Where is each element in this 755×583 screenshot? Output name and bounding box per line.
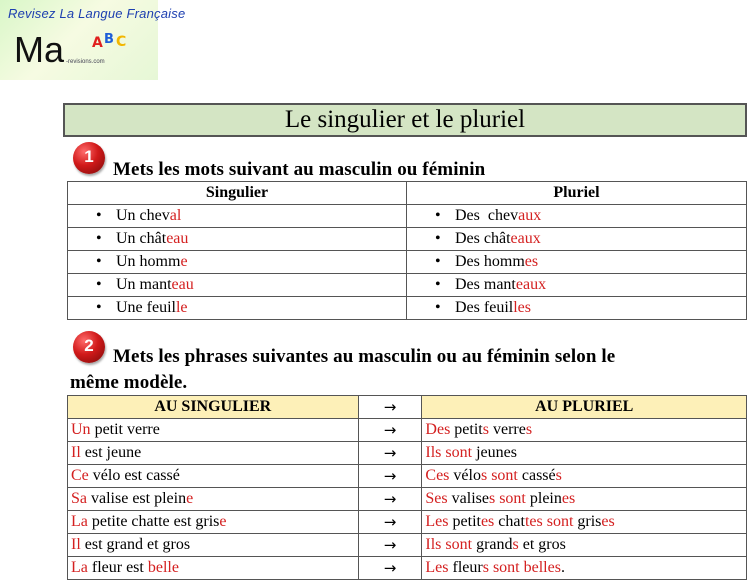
plural-stem: Des feuil <box>455 299 514 316</box>
plural-cell <box>407 205 747 228</box>
highlighted-change: es <box>561 490 576 507</box>
svg-text:B: B <box>104 32 114 47</box>
table-row <box>68 442 747 465</box>
table-row <box>68 297 747 320</box>
singular-ending: al <box>169 207 182 224</box>
arrow-icon: → <box>358 419 422 442</box>
plural-stem: Des homm <box>455 253 525 270</box>
logo-tagline: Revisez La Langue Française <box>8 6 186 21</box>
arrow-icon: → <box>358 465 422 488</box>
bullet-icon: • <box>435 253 441 270</box>
site-logo <box>0 0 186 80</box>
highlighted-change: s <box>488 490 496 507</box>
section1-instruction: Mets les mots suivant au masculin ou féminin <box>113 159 486 180</box>
singular-stem: Un homm <box>116 253 181 270</box>
plural-sentence <box>422 557 747 580</box>
section2-instruction-line2: même modèle. <box>70 372 188 393</box>
table-row <box>68 205 747 228</box>
highlighted-change: sont <box>492 559 520 576</box>
highlighted-change: Un <box>71 421 91 438</box>
singular-cell <box>68 228 407 251</box>
highlighted-change: belles <box>523 559 561 576</box>
svg-text:A: A <box>92 35 103 51</box>
highlighted-change: Ils sont <box>425 444 473 461</box>
logo-word: Ma <box>14 29 65 70</box>
table-row <box>68 534 747 557</box>
highlighted-change: Ces <box>425 467 450 484</box>
plural-cell <box>407 251 747 274</box>
singular-ending: e <box>180 253 188 270</box>
table-row <box>68 511 747 534</box>
arrow-icon: → <box>358 557 422 580</box>
bullet-icon: • <box>96 230 102 247</box>
sentence-text: cassé <box>517 467 556 484</box>
plural-ending: eaux <box>515 276 547 293</box>
sentence-text: valise <box>447 490 489 507</box>
sentence-text: verre <box>488 421 526 438</box>
highlighted-change: Les <box>425 559 449 576</box>
sentence-text: est jeune <box>80 444 142 461</box>
singular-stem: Un chev <box>116 207 170 224</box>
sentence-text: fleur est <box>87 559 148 576</box>
page-title: Le singulier et le pluriel <box>63 103 747 137</box>
plural-ending: aux <box>518 207 542 224</box>
bullet-icon: • <box>96 253 102 270</box>
bullet-icon: • <box>96 207 102 224</box>
plural-sentence <box>422 465 747 488</box>
singular-sentence <box>68 534 359 557</box>
singular-sentence <box>68 419 359 442</box>
bullet-icon: • <box>435 276 441 293</box>
bullet-icon: • <box>435 207 441 224</box>
sentence-text: petit <box>450 421 483 438</box>
abc-letters-icon <box>92 30 132 52</box>
highlighted-change: sont <box>491 467 518 484</box>
header-arrow: → <box>358 396 422 419</box>
highlighted-change: La <box>71 559 88 576</box>
singular-cell <box>68 274 407 297</box>
section-number-badge: 2 <box>73 331 105 363</box>
highlighted-change: es <box>601 513 615 530</box>
bullet-icon: • <box>435 230 441 247</box>
singular-ending: eau <box>166 230 189 247</box>
header-singulier: Singulier <box>68 182 407 205</box>
sentence-text: fleur <box>448 559 483 576</box>
sentence-text: petite chatte est gris <box>87 513 220 530</box>
sentence-text: . <box>560 559 565 576</box>
logo-site: -revisions.com <box>66 59 105 65</box>
highlighted-change: e <box>186 490 194 507</box>
arrow-icon: → <box>358 511 422 534</box>
singular-plural-table <box>67 181 747 320</box>
highlighted-change: tes <box>524 513 543 530</box>
sentence-text: plein <box>525 490 562 507</box>
singular-stem: Une feuil <box>116 299 176 316</box>
header-au-pluriel: AU PLURIEL <box>422 396 747 419</box>
header-pluriel: Pluriel <box>407 182 747 205</box>
highlighted-change: Sa <box>71 490 87 507</box>
highlighted-change: s <box>482 559 489 576</box>
plural-sentence <box>422 419 747 442</box>
highlighted-change: Ses <box>425 490 448 507</box>
sentence-text: gris <box>573 513 602 530</box>
plural-ending: les <box>513 299 531 316</box>
table-row <box>68 228 747 251</box>
table-row <box>68 488 747 511</box>
highlighted-change: Des <box>425 421 451 438</box>
sentence-text: est grand et gros <box>80 536 191 553</box>
singular-cell <box>68 205 407 228</box>
table-row <box>68 557 747 580</box>
highlighted-change: s <box>555 467 562 484</box>
plural-stem: Des chât <box>455 230 511 247</box>
highlighted-change: Les <box>425 513 449 530</box>
arrow-icon: → <box>358 442 422 465</box>
sentence-text: chat <box>494 513 525 530</box>
singular-sentence <box>68 557 359 580</box>
table-row <box>68 251 747 274</box>
arrow-icon: → <box>358 534 422 557</box>
plural-cell <box>407 274 747 297</box>
header-au-singulier: AU SINGULIER <box>68 396 359 419</box>
sentence-text: grand <box>472 536 513 553</box>
plural-ending: eaux <box>510 230 541 247</box>
singular-sentence <box>68 511 359 534</box>
highlighted-change: Il <box>71 536 81 553</box>
singular-cell <box>68 251 407 274</box>
highlighted-change: s <box>482 421 489 438</box>
highlighted-change: Ils sont <box>425 536 473 553</box>
highlighted-change: e <box>219 513 227 530</box>
plural-stem: Des chev <box>455 207 519 224</box>
plural-sentence <box>422 534 747 557</box>
plural-sentence <box>422 442 747 465</box>
sentence-text: vélo <box>449 467 481 484</box>
singular-cell <box>68 297 407 320</box>
sentence-text: valise est plein <box>87 490 187 507</box>
sentence-text: vélo est cassé <box>88 467 180 484</box>
highlighted-change: Ce <box>71 467 89 484</box>
table-row <box>68 465 747 488</box>
singular-sentence <box>68 465 359 488</box>
sentence-text: petit <box>448 513 481 530</box>
section-number-badge: 1 <box>73 142 105 174</box>
plural-stem: Des mant <box>455 276 516 293</box>
singular-stem: Un mant <box>116 276 172 293</box>
plural-sentence <box>422 511 747 534</box>
highlighted-change: es <box>480 513 495 530</box>
bullet-icon: • <box>435 299 441 316</box>
sentence-transform-table <box>67 395 747 580</box>
plural-cell <box>407 297 747 320</box>
highlighted-change: belle <box>147 559 179 576</box>
sentence-text: jeunes <box>472 444 517 461</box>
highlighted-change: s <box>512 536 519 553</box>
highlighted-change: sont <box>546 513 574 530</box>
sentence-text: et gros <box>518 536 566 553</box>
table-row <box>68 274 747 297</box>
plural-ending: es <box>524 253 539 270</box>
bullet-icon: • <box>96 276 102 293</box>
table-row <box>68 419 747 442</box>
plural-sentence <box>422 488 747 511</box>
bullet-icon: • <box>96 299 102 316</box>
singular-sentence <box>68 488 359 511</box>
section2-instruction-line1: Mets les phrases suivantes au masculin ou au féminin selon le <box>113 346 616 367</box>
highlighted-change: sont <box>499 490 526 507</box>
svg-text:C: C <box>116 34 127 50</box>
singular-stem: Un chât <box>116 230 167 247</box>
singular-sentence <box>68 442 359 465</box>
highlighted-change: s <box>480 467 488 484</box>
highlighted-change: s <box>525 421 533 438</box>
sentence-text: petit verre <box>90 421 160 438</box>
singular-ending: le <box>175 299 188 316</box>
plural-cell <box>407 228 747 251</box>
highlighted-change: La <box>71 513 88 530</box>
singular-ending: eau <box>171 276 194 293</box>
highlighted-change: Il <box>71 444 81 461</box>
arrow-icon: → <box>358 488 422 511</box>
